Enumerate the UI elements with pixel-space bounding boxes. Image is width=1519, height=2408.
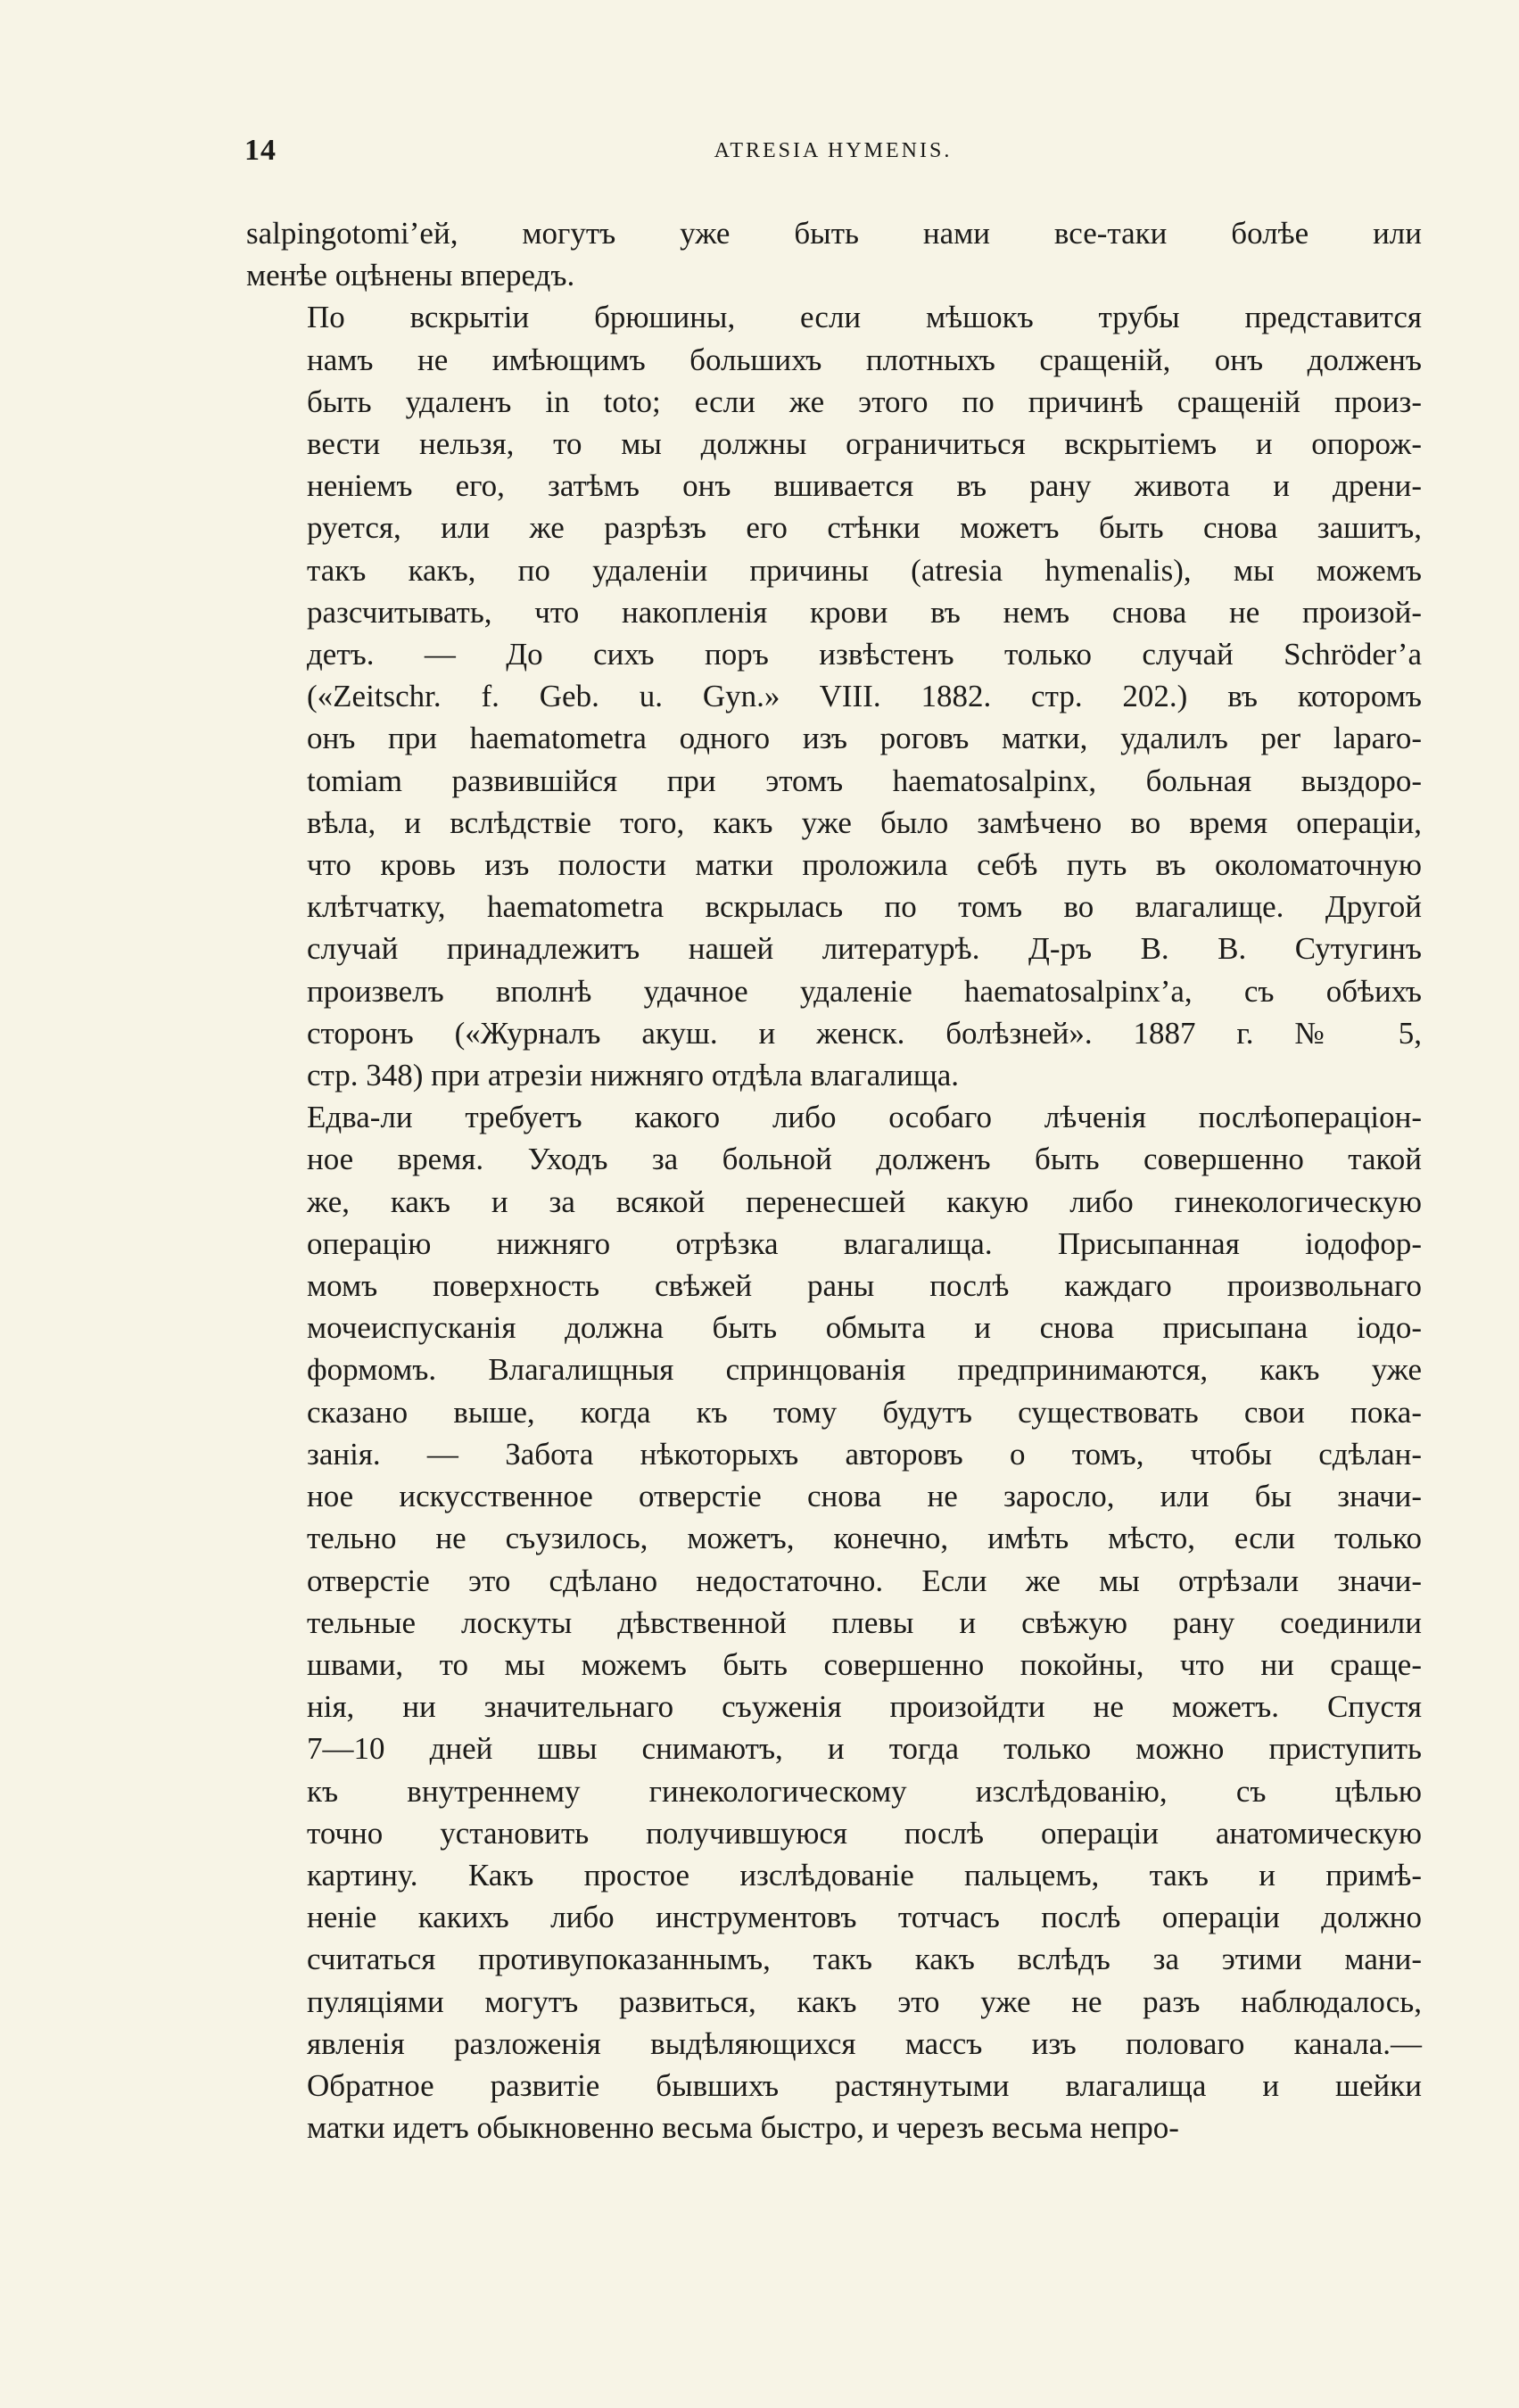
paragraph — [246, 296, 1422, 1096]
body-text — [246, 212, 1422, 2148]
text-line: Едва-ли требуетъ какого либо особаго лѣченія послѣопераціон- — [307, 1100, 1422, 1135]
text-line: намъ не имѣющимъ большихъ плотныхъ сращеній, онъ долженъ — [307, 342, 1422, 377]
text-line: менѣе оцѣнены впередъ. — [246, 258, 575, 293]
text-line: матки идетъ обыкновенно весьма быстро, и черезъ весьма непро- — [307, 2110, 1179, 2146]
text-line: неніемъ его, затѣмъ онъ вшивается въ рану живота и дрени- — [307, 468, 1422, 504]
text-line: вести нельзя, то мы должны ограничиться вскрытіемъ и опорож- — [307, 426, 1422, 462]
text-line: случай принадлежитъ нашей литературѣ. Д-ръ В. В. Сутугинъ — [307, 931, 1422, 967]
text-line: явленія разложенія выдѣляющихся массъ изъ половаго канала.— — [307, 2025, 1422, 2061]
text-line: швами, то мы можемъ быть совершенно покойны, что ни сраще- — [307, 1646, 1422, 1682]
text-line: занія. — Забота нѣкоторыхъ авторовъ о томъ, чтобы сдѣлан- — [307, 1436, 1422, 1472]
text-line: момъ поверхность свѣжей раны послѣ каждаго произвольнаго — [307, 1268, 1422, 1304]
text-line: къ внутреннему гинекологическому изслѣдованію, съ цѣлью — [307, 1773, 1422, 1809]
text-line: вѣла, и вслѣдствіе того, какъ уже было замѣчено во время операціи, — [307, 804, 1422, 840]
text-line: онъ при haematometra одного изъ роговъ матки, удалилъ per laparo- — [307, 721, 1422, 756]
running-title: ATRESIA HYMENIS. — [714, 139, 953, 162]
text-line: точно установить получившуюся послѣ операціи анатомическую — [307, 1815, 1422, 1851]
text-line: По вскрытіи брюшины, если мѣшокъ трубы представится — [307, 300, 1422, 335]
text-line: 7—10 дней швы снимаютъ, и тогда только можно приступить — [307, 1731, 1422, 1767]
text-line: отверстіе это сдѣлано недостаточно. Если же мы отрѣзали значи- — [307, 1563, 1422, 1598]
text-line: пуляціями могутъ развиться, какъ это уже не разъ наблюдалось, — [307, 1983, 1422, 2019]
text-line: стр. 348) при атрезіи нижняго отдѣла влагалища. — [307, 1058, 960, 1093]
text-line: произвелъ вполнѣ удачное удаленіе haematosalpinx’а, съ обѣихъ — [307, 973, 1422, 1009]
text-line: руется, или же разрѣзъ его стѣнки можетъ быть снова зашитъ, — [307, 510, 1422, 546]
text-line: неніе какихъ либо инструментовъ тотчасъ послѣ операціи должно — [307, 1900, 1422, 1935]
text-line: клѣтчатку, haematometra вскрылась по томъ во влагалище. Другой — [307, 889, 1422, 925]
text-line: картину. Какъ простое изслѣдованіе пальцемъ, такъ и примѣ- — [307, 1857, 1422, 1893]
text-line: же, какъ и за всякой перенесшей какую либо гинекологическую — [307, 1183, 1422, 1219]
paragraph — [246, 212, 1422, 296]
page-header — [244, 134, 1422, 173]
text-line: мочеиспусканія должна быть обмыта и снова присыпана іодо- — [307, 1310, 1422, 1346]
text-line: tomiam развившійся при этомъ haematosalpinx, больная выздоро- — [307, 763, 1422, 798]
text-line: сторонъ («Журналъ акуш. и женск. болѣзней». 1887 г. № 5, — [307, 1015, 1422, 1051]
text-line: salpingotomi’ей, могутъ уже быть нами все-таки болѣе или — [246, 216, 1422, 251]
text-line: разсчитывать, что накопленія крови въ немъ снова не произой- — [307, 594, 1422, 630]
page-number: 14 — [244, 134, 277, 167]
text-line: такъ какъ, по удаленіи причины (atresia hymenalis), мы можемъ — [307, 552, 1422, 588]
text-line: операцію нижняго отрѣзка влагалища. Присыпанная іодофор- — [307, 1225, 1422, 1261]
text-line: тельно не съузилось, можетъ, конечно, имѣть мѣсто, если только — [307, 1521, 1422, 1556]
text-line: формомъ. Влагалищныя спринцованія предпринимаются, какъ уже — [307, 1352, 1422, 1388]
text-line: считаться противупоказаннымъ, такъ какъ вслѣдъ за этими мани- — [307, 1942, 1422, 1977]
text-line: нія, ни значительнаго съуженія произойдти не можетъ. Спустя — [307, 1689, 1422, 1725]
text-line: детъ. — До сихъ поръ извѣстенъ только случай Schröder’а — [307, 637, 1422, 672]
text-line: ное искусственное отверстіе снова не заросло, или бы значи- — [307, 1479, 1422, 1514]
text-line: сказано выше, когда къ тому будутъ существовать свои пока- — [307, 1394, 1422, 1430]
text-line: быть удаленъ in toto; если же этого по причинѣ сращеній произ- — [307, 383, 1422, 419]
text-line: что кровь изъ полости матки проложила себѣ путь въ околоматочную — [307, 847, 1422, 883]
text-line: тельные лоскуты дѣвственной плевы и свѣжую рану соединили — [307, 1604, 1422, 1640]
text-line: Обратное развитіе бывшихъ растянутыми влагалища и шейки — [307, 2067, 1422, 2103]
text-line: ное время. Уходъ за больной долженъ быть совершенно такой — [307, 1142, 1422, 1177]
paragraph — [246, 1096, 1422, 2148]
text-line: («Zeitschr. f. Geb. u. Gyn.» VIII. 1882. стр. 202.) въ которомъ — [307, 679, 1422, 714]
